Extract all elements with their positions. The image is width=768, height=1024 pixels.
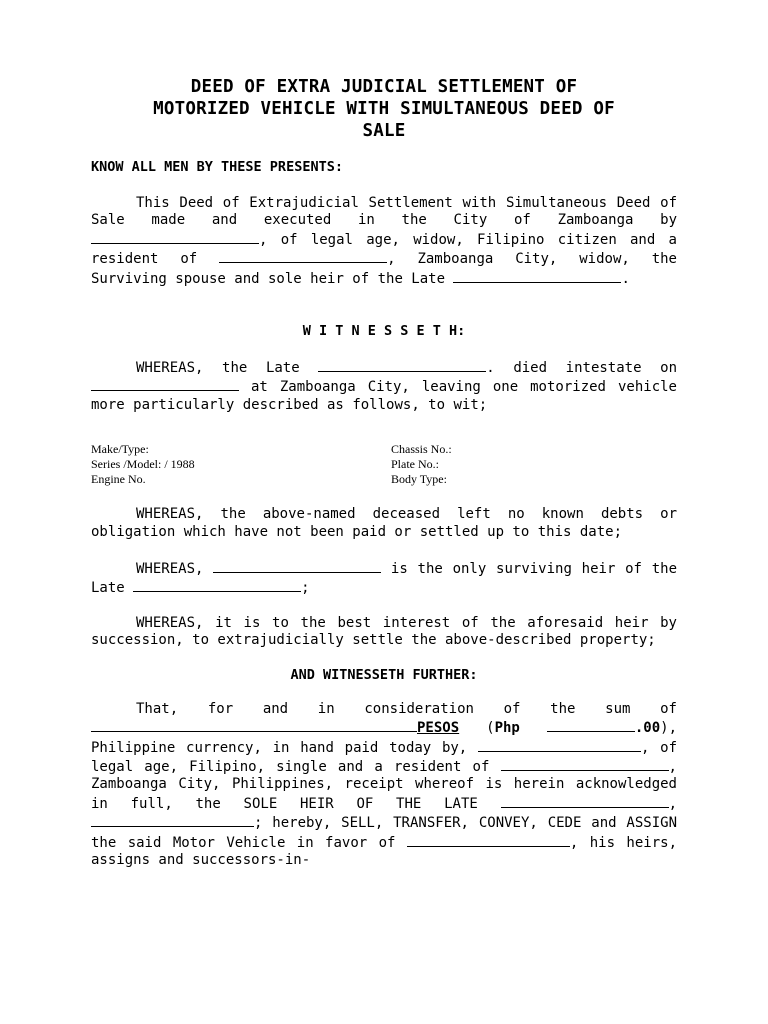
make-type-label: Make/Type: xyxy=(91,442,149,457)
w1-text-5: motorized vehicle more particularly described as xyxy=(91,379,677,413)
w3-text-4: ; xyxy=(301,580,310,597)
late-name-blank-2[interactable] xyxy=(133,578,301,592)
w3-text-3: heir of the Late xyxy=(91,561,678,597)
w1-text-4: at Zamboanga City, leaving one xyxy=(239,379,519,396)
f1-text-1: That, for and in consideration of the sum of xyxy=(136,700,677,717)
engine-no-label: Engine No. xyxy=(91,472,146,487)
w3-text-2: is the only surviving xyxy=(381,561,572,578)
php-cents-label: .00 xyxy=(634,720,661,737)
vehicle-details xyxy=(91,442,677,487)
f1-text-10: , xyxy=(668,795,677,812)
pesos-label: PESOS xyxy=(417,720,460,737)
amount-figure-blank[interactable] xyxy=(547,718,635,732)
vendee-name-blank[interactable] xyxy=(407,833,570,847)
chassis-no-label: Chassis No.: xyxy=(391,442,452,457)
series-model-label: Series /Model: / 1988 xyxy=(91,457,195,472)
p1-text-8: heir of the Late xyxy=(310,270,454,287)
f1-text-9: full, the SOLE HEIR OF THE LATE xyxy=(130,795,501,812)
intro-paragraph xyxy=(91,195,677,288)
whereas-1 xyxy=(91,358,677,414)
title-line-2: MOTORIZED VEHICLE WITH SIMULTANEOUS DEED OF xyxy=(153,99,615,119)
buyer-residence-blank[interactable] xyxy=(501,757,669,771)
php-label: Php xyxy=(494,720,547,737)
p1-text-5: Filipino citizen and a resident of xyxy=(91,231,677,268)
residence-blank[interactable] xyxy=(219,249,387,263)
w1-text-2: . died intestate xyxy=(486,360,642,377)
plate-no-label: Plate No.: xyxy=(391,457,439,472)
p1-text-9: . xyxy=(621,270,630,287)
title-line-1: DEED OF EXTRA JUDICIAL SETTLEMENT OF xyxy=(190,77,578,97)
deed-document xyxy=(91,76,677,869)
p1-text-3: of Zamboanga by xyxy=(514,212,677,229)
intro-heading: KNOW ALL MEN BY THESE PRESENTS: xyxy=(91,159,343,175)
witnesseth-heading: W I T N E S S E T H: xyxy=(302,323,466,340)
buyer-name-blank[interactable] xyxy=(478,738,641,752)
amount-words-blank[interactable] xyxy=(91,718,417,732)
f1-text-5: , of legal age, Filipino, single and a xyxy=(91,739,677,775)
body-type-label: Body Type: xyxy=(391,472,447,487)
title-line-3: SALE xyxy=(362,121,406,141)
whereas-3 xyxy=(91,559,677,598)
f1-text-12: and ASSIGN the said Motor Vehicle in favor of xyxy=(91,815,677,851)
f1-text-6: resident of xyxy=(393,758,501,775)
f1-text-4: Philippine currency, in hand paid today by, xyxy=(91,739,468,756)
w1-text-3: on xyxy=(660,360,677,377)
w1-text-1: WHEREAS, the Late xyxy=(136,360,319,377)
w3-text-1: WHEREAS, xyxy=(136,561,214,578)
whereas-2: WHEREAS, the above-named deceased left no known debts or obligation which have not been paid or settled up to this date; xyxy=(91,506,677,540)
late-name-blank[interactable] xyxy=(453,269,621,283)
f1-text-3: ), xyxy=(660,720,678,737)
whereas-4: WHEREAS, it is to the best interest of the aforesaid heir by succession, to extrajudicially settle the above-described property; xyxy=(91,614,677,649)
p1-text-4: , of legal age, widow, xyxy=(259,231,464,248)
date-of-death-blank[interactable] xyxy=(91,377,239,391)
surviving-heir-blank[interactable] xyxy=(213,559,381,573)
f1-text-7: , Zamboanga City, xyxy=(91,758,677,793)
p1-text-2: Simultaneous Deed of Sale made and executed in the City xyxy=(91,195,678,229)
p1-text-6: , xyxy=(387,251,396,268)
widow-name-blank[interactable] xyxy=(91,230,259,244)
consideration-paragraph xyxy=(91,701,677,870)
f1-text-8: Philippines, receipt whereof is herein acknowledged in xyxy=(91,776,677,812)
f1-text-11: ; hereby, SELL, TRANSFER, CONVEY, CEDE xyxy=(254,815,582,832)
heir-name-blank[interactable] xyxy=(91,813,254,827)
p1-text-7: Zamboanga City, widow, the Surviving spouse and sole xyxy=(91,251,677,287)
p1-text-1: This Deed of Extrajudicial Settlement with xyxy=(136,195,497,211)
f1-text-13: , his heirs, assigns and successors-in- xyxy=(91,834,677,868)
f1-text-2: ( xyxy=(459,720,495,737)
w1-text-6: follows, to wit; xyxy=(352,396,488,413)
document-title xyxy=(91,76,677,142)
deceased-name-blank[interactable] xyxy=(318,358,486,372)
further-heading: AND WITNESSETH FURTHER: xyxy=(290,666,478,683)
late-name-blank-3[interactable] xyxy=(501,794,669,808)
